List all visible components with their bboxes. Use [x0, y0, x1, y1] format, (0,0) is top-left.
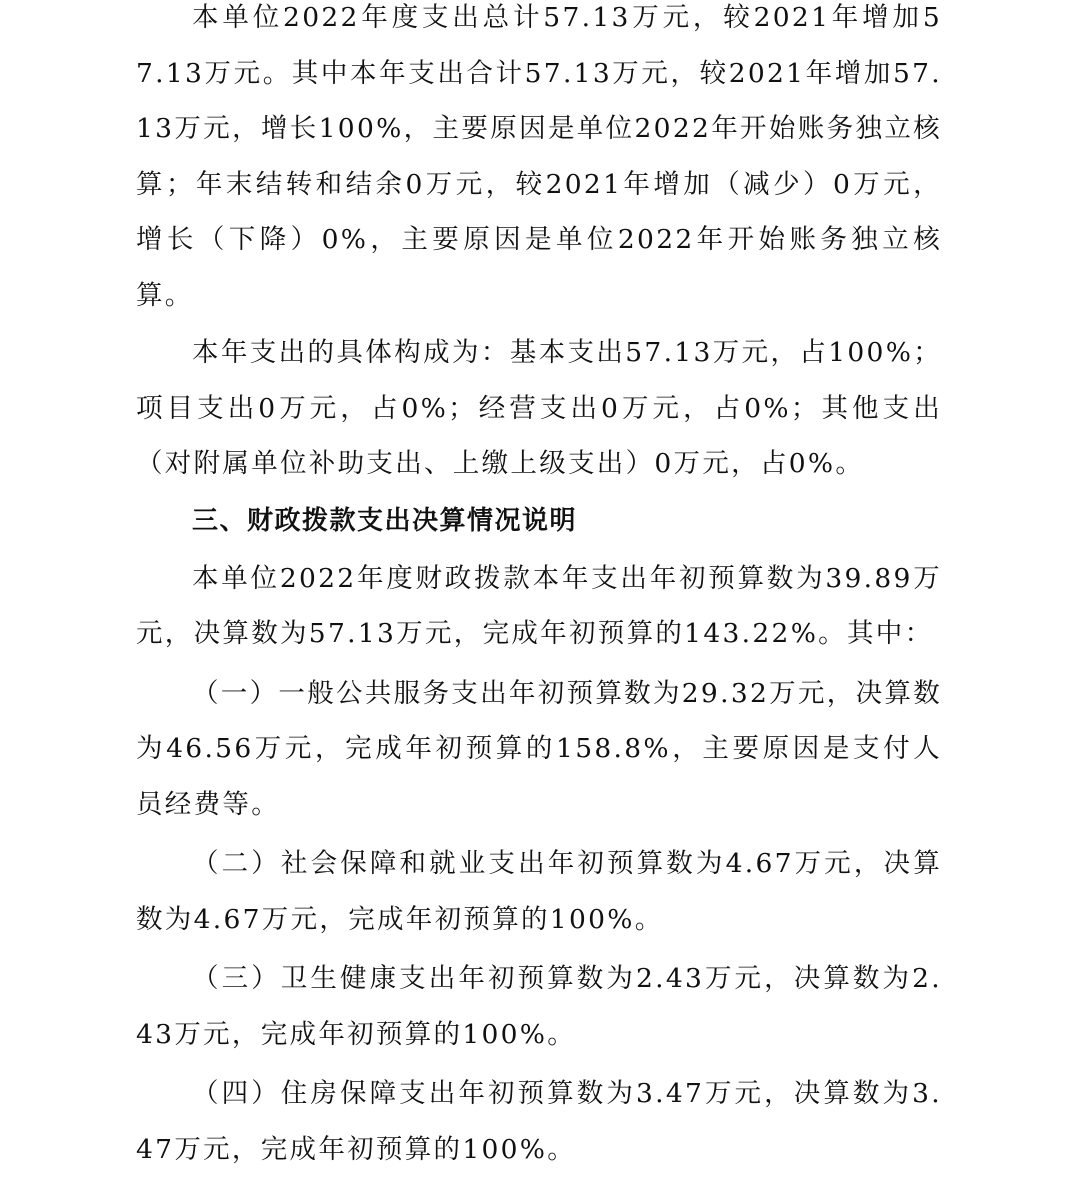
paragraph-health: （三）卫生健康支出年初预算数为2.43万元，决算数为2.43万元，完成年初预算的100%。 — [136, 963, 942, 1050]
section-heading-fiscal-appropriation: 三、财政拨款支出决算情况说明 — [192, 505, 578, 536]
paragraph-social-security: （二）社会保障和就业支出年初预算数为4.67万元，决算数为4.67万元，完成年初预算的100%。 — [136, 848, 942, 935]
paragraph-expenditure-composition: 本年支出的具体构成为：基本支出57.13万元，占100%；项目支出0万元，占0%；经营支出0万元，占0%；其他支出（对附属单位补助支出、上缴上级支出）0万元，占0%。 — [136, 337, 942, 479]
paragraph-total-expenditure: 本单位2022年度支出总计57.13万元，较2021年增加57.13万元。其中本年支出合计57.13万元，较2021年增加57.13万元，增长100%，主要原因是单位2022年开始账务独立核算；年末结转和结余0万元，较2021年增加（减少）0万元，增长（下降）0%，主要原因是单位2022年开始账务独立核算。 — [136, 2, 942, 311]
paragraph-housing: （四）住房保障支出年初预算数为3.47万元，决算数为3.47万元，完成年初预算的100%。 — [136, 1078, 942, 1165]
paragraph-fiscal-appropriation-summary: 本单位2022年度财政拨款本年支出年初预算数为39.89万元，决算数为57.13万元，完成年初预算的143.22%。其中： — [136, 562, 942, 649]
document-page — [136, 0, 942, 1177]
paragraph-general-public-services: （一）一般公共服务支出年初预算数为29.32万元，决算数为46.56万元，完成年初预算的158.8%，主要原因是支付人员经费等。 — [136, 677, 942, 820]
